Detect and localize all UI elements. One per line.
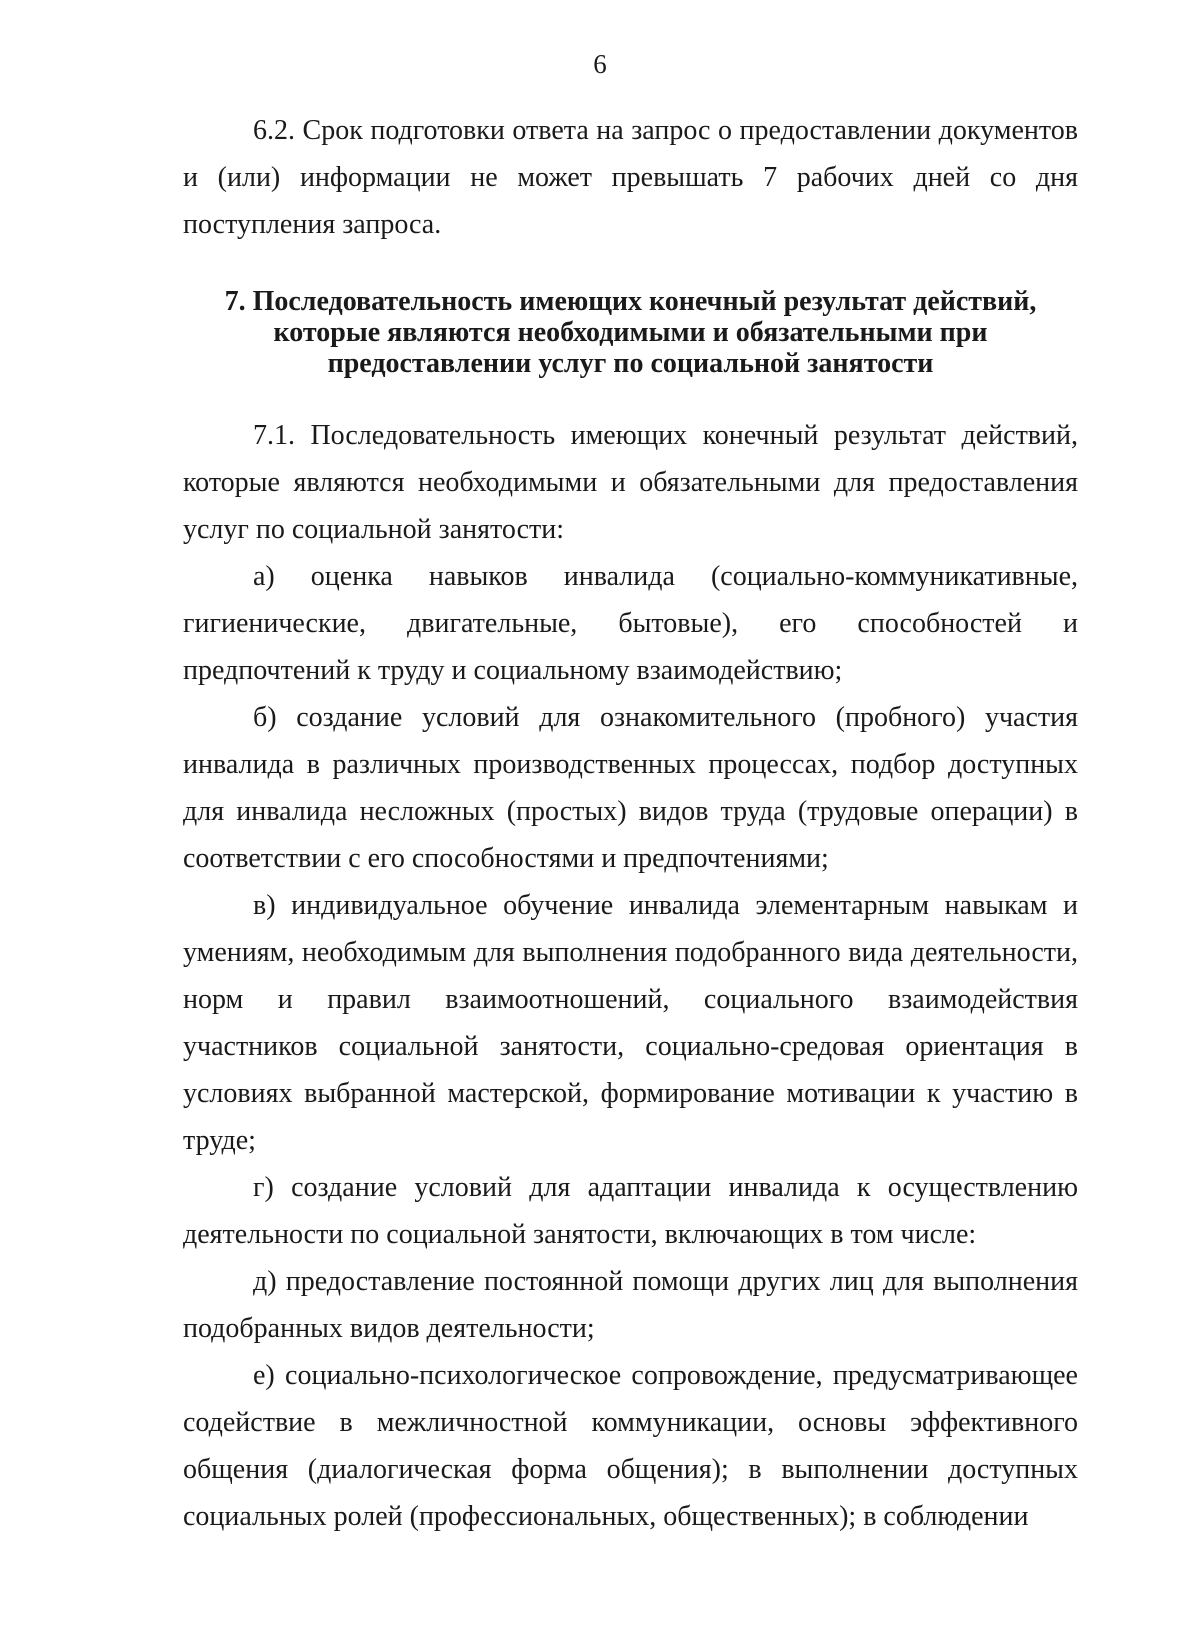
paragraph-6-2: 6.2. Срок подготовки ответа на запрос о предоставлении документов и (или) информации не может превышать 7 рабочих дней со дня поступления запроса. [183,115,1078,240]
list-item-b: б) создание условий для ознакомительного (пробного) участия инвалида в различных производственных процессах, подбор доступных для инвалида несложных (простых) видов труда (трудовые операции) в соответствии с его способностями и предпочтениями; [183,702,1078,874]
list-item-v: в) индивидуальное обучение инвалида элементарным навыкам и умениям, необходимым для выполнения подобранного вида деятельности, норм и правил взаимоотношений, социального взаимодействия участников социальной занятости, социально-средовая ориентация в условиях выбранной мастерской, формирование мотивации к участию в труде; [183,890,1078,1156]
list-item-d: д) предоставление постоянной помощи других лиц для выполнения подобранных видов деятельности; [183,1266,1078,1344]
section-7-body [183,412,1078,1540]
section-6-2-block [183,107,1078,248]
list-item-g: г) создание условий для адаптации инвалида к осуществлению деятельности по социальной занятости, включающих в том числе: [183,1172,1078,1250]
page-number: 6 [593,49,607,79]
list-item-a: а) оценка навыков инвалида (социально-коммуникативные, гигиенические, двигательные, бытовые), его способностей и предпочтений к труду и социальному взаимодействию; [183,561,1078,686]
section-7-heading: 7. Последовательность имеющих конечный результат действий, которые являются необходимыми и обязательными при предоставлении услуг по социальной занятости [224,286,1037,379]
paragraph-7-1: 7.1. Последовательность имеющих конечный результат действий, которые являются необходимыми и обязательными для предоставления услуг по социальной занятости: [183,420,1078,545]
list-item-e: е) социально-психологическое сопровождение, предусматривающее содействие в межличностной коммуникации, основы эффективного общения (диалогическая форма общения); в выполнении доступных социальных ролей (профессиональных, общественных); в соблюдении [183,1360,1078,1532]
